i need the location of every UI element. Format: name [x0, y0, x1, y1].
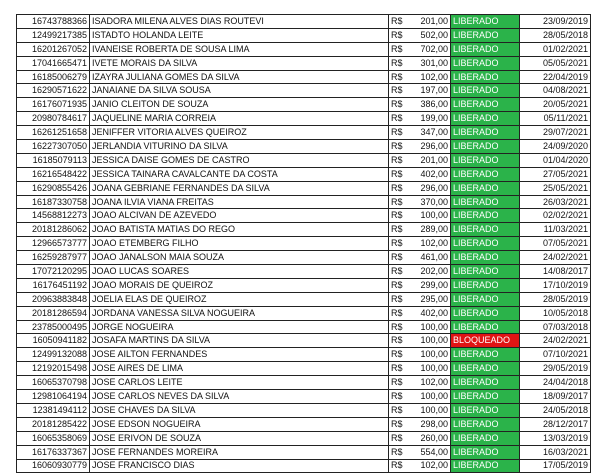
value-cell: 347,00 [407, 126, 451, 140]
value-cell: 199,00 [407, 112, 451, 126]
status-cell: LIBERADO [451, 445, 520, 459]
name-cell: JOSE ERIVON DE SOUZA [90, 431, 389, 445]
date-cell: 14/08/2017 [520, 265, 591, 279]
name-cell: JENIFFER VITORIA ALVES QUEIROZ [90, 126, 389, 140]
currency-cell: R$ [389, 278, 408, 292]
status-cell: LIBERADO [451, 417, 520, 431]
currency-cell: R$ [389, 181, 408, 195]
currency-cell: R$ [389, 209, 408, 223]
value-cell: 102,00 [407, 237, 451, 251]
table-row [17, 56, 591, 70]
id-cell: 20963883848 [17, 292, 90, 306]
status-cell: LIBERADO [451, 70, 520, 84]
value-cell: 295,00 [407, 292, 451, 306]
status-cell: LIBERADO [451, 56, 520, 70]
status-cell: LIBERADO [451, 98, 520, 112]
table-row [17, 417, 591, 431]
table-row [17, 28, 591, 42]
status-cell: LIBERADO [451, 153, 520, 167]
status-cell: LIBERADO [451, 126, 520, 140]
date-cell: 23/09/2019 [520, 15, 591, 29]
date-cell: 01/04/2020 [520, 153, 591, 167]
name-cell: JOANA GEBRIANE FERNANDES DA SILVA [90, 181, 389, 195]
name-cell: JOAO BATISTA MATIAS DO REGO [90, 223, 389, 237]
currency-cell: R$ [389, 445, 408, 459]
status-cell: LIBERADO [451, 28, 520, 42]
id-cell: 20181286062 [17, 223, 90, 237]
value-cell: 197,00 [407, 84, 451, 98]
table-row [17, 70, 591, 84]
status-cell: LIBERADO [451, 292, 520, 306]
table-row [17, 278, 591, 292]
table-row [17, 181, 591, 195]
value-cell: 402,00 [407, 306, 451, 320]
currency-cell: R$ [389, 140, 408, 154]
name-cell: JANIO CLEITON DE SOUZA [90, 98, 389, 112]
status-cell: LIBERADO [451, 195, 520, 209]
id-cell: 16216548422 [17, 167, 90, 181]
date-cell: 13/03/2019 [520, 431, 591, 445]
date-cell: 20/05/2021 [520, 98, 591, 112]
table-row [17, 403, 591, 417]
status-cell: LIBERADO [451, 265, 520, 279]
id-cell: 23785000495 [17, 320, 90, 334]
table-row [17, 292, 591, 306]
value-cell: 298,00 [407, 417, 451, 431]
name-cell: IVETE MORAIS DA SILVA [90, 56, 389, 70]
status-cell: LIBERADO [451, 112, 520, 126]
date-cell: 29/07/2021 [520, 126, 591, 140]
id-cell: 14568812273 [17, 209, 90, 223]
currency-cell: R$ [389, 223, 408, 237]
status-cell: LIBERADO [451, 403, 520, 417]
value-cell: 386,00 [407, 98, 451, 112]
currency-cell: R$ [389, 306, 408, 320]
id-cell: 16261251658 [17, 126, 90, 140]
status-cell: LIBERADO [451, 237, 520, 251]
table-row [17, 320, 591, 334]
currency-cell: R$ [389, 403, 408, 417]
status-cell: LIBERADO [451, 223, 520, 237]
name-cell: JOAO ETEMBERG FILHO [90, 237, 389, 251]
date-cell: 28/12/2017 [520, 417, 591, 431]
date-cell: 27/05/2021 [520, 167, 591, 181]
table-row [17, 153, 591, 167]
table-row [17, 376, 591, 390]
name-cell: IVANEISE ROBERTA DE SOUSA LIMA [90, 42, 389, 56]
currency-cell: R$ [389, 417, 408, 431]
value-cell: 554,00 [407, 445, 451, 459]
id-cell: 20980784617 [17, 112, 90, 126]
name-cell: JESSICA DAISE GOMES DE CASTRO [90, 153, 389, 167]
name-cell: JOSAFA MARTINS DA SILVA [90, 334, 389, 348]
date-cell: 28/05/2019 [520, 292, 591, 306]
id-cell: 16259287977 [17, 251, 90, 265]
id-cell: 16050941182 [17, 334, 90, 348]
date-cell: 07/10/2021 [520, 348, 591, 362]
id-cell: 16176451192 [17, 278, 90, 292]
currency-cell: R$ [389, 237, 408, 251]
id-cell: 17041665471 [17, 56, 90, 70]
date-cell: 05/11/2021 [520, 112, 591, 126]
table-row [17, 445, 591, 459]
id-cell: 16185079113 [17, 153, 90, 167]
value-cell: 201,00 [407, 15, 451, 29]
table-row [17, 362, 591, 376]
table-row [17, 140, 591, 154]
currency-cell: R$ [389, 195, 408, 209]
currency-cell: R$ [389, 320, 408, 334]
table-row [17, 265, 591, 279]
table-row [17, 112, 591, 126]
status-cell: LIBERADO [451, 140, 520, 154]
name-cell: JOSE AIRES DE LIMA [90, 362, 389, 376]
name-cell: ISTADTO HOLANDA LEITE [90, 28, 389, 42]
id-cell: 12192015498 [17, 362, 90, 376]
records-table [16, 14, 591, 473]
value-cell: 202,00 [407, 265, 451, 279]
name-cell: JANAIANE DA SILVA SOUSA [90, 84, 389, 98]
date-cell: 24/05/2018 [520, 403, 591, 417]
date-cell: 28/05/2018 [520, 28, 591, 42]
value-cell: 100,00 [407, 348, 451, 362]
status-cell: LIBERADO [451, 15, 520, 29]
table-body [17, 15, 591, 473]
date-cell: 25/05/2021 [520, 181, 591, 195]
name-cell: JORDANA VANESSA SILVA NOGUEIRA [90, 306, 389, 320]
name-cell: IZAYRA JULIANA GOMES DA SILVA [90, 70, 389, 84]
value-cell: 100,00 [407, 320, 451, 334]
currency-cell: R$ [389, 265, 408, 279]
currency-cell: R$ [389, 42, 408, 56]
status-cell: LIBERADO [451, 306, 520, 320]
date-cell: 24/02/2021 [520, 334, 591, 348]
status-cell: LIBERADO [451, 431, 520, 445]
id-cell: 16227307050 [17, 140, 90, 154]
currency-cell: R$ [389, 167, 408, 181]
value-cell: 100,00 [407, 390, 451, 404]
table-row [17, 348, 591, 362]
status-cell: LIBERADO [451, 362, 520, 376]
currency-cell: R$ [389, 334, 408, 348]
name-cell: JOSE CARLOS NEVES DA SILVA [90, 390, 389, 404]
value-cell: 370,00 [407, 195, 451, 209]
currency-cell: R$ [389, 292, 408, 306]
currency-cell: R$ [389, 153, 408, 167]
date-cell: 07/03/2018 [520, 320, 591, 334]
currency-cell: R$ [389, 431, 408, 445]
currency-cell: R$ [389, 15, 408, 29]
date-cell: 18/09/2017 [520, 390, 591, 404]
table-row [17, 251, 591, 265]
date-cell: 24/04/2018 [520, 376, 591, 390]
table-row [17, 390, 591, 404]
currency-cell: R$ [389, 251, 408, 265]
value-cell: 102,00 [407, 459, 451, 473]
name-cell: JOSE AILTON FERNANDES [90, 348, 389, 362]
table-row [17, 42, 591, 56]
status-cell: LIBERADO [451, 181, 520, 195]
name-cell: JOAO LUCAS SOARES [90, 265, 389, 279]
id-cell: 16176337367 [17, 445, 90, 459]
name-cell: JOSE CARLOS LEITE [90, 376, 389, 390]
status-cell: LIBERADO [451, 167, 520, 181]
currency-cell: R$ [389, 390, 408, 404]
date-cell: 17/10/2019 [520, 278, 591, 292]
value-cell: 100,00 [407, 403, 451, 417]
currency-cell: R$ [389, 28, 408, 42]
status-cell: LIBERADO [451, 320, 520, 334]
currency-cell: R$ [389, 84, 408, 98]
table-row [17, 15, 591, 29]
table-row [17, 223, 591, 237]
name-cell: JOAO MORAIS DE QUEIROZ [90, 278, 389, 292]
date-cell: 29/05/2019 [520, 362, 591, 376]
value-cell: 402,00 [407, 167, 451, 181]
table-row [17, 334, 591, 348]
value-cell: 289,00 [407, 223, 451, 237]
id-cell: 12499217385 [17, 28, 90, 42]
date-cell: 04/08/2021 [520, 84, 591, 98]
date-cell: 11/03/2021 [520, 223, 591, 237]
date-cell: 22/04/2019 [520, 70, 591, 84]
value-cell: 102,00 [407, 70, 451, 84]
date-cell: 07/05/2021 [520, 237, 591, 251]
status-cell: LIBERADO [451, 209, 520, 223]
value-cell: 201,00 [407, 153, 451, 167]
name-cell: JOAO JANALSON MAIA SOUZA [90, 251, 389, 265]
status-cell: LIBERADO [451, 348, 520, 362]
status-cell: LIBERADO [451, 84, 520, 98]
date-cell: 26/03/2021 [520, 195, 591, 209]
value-cell: 260,00 [407, 431, 451, 445]
id-cell: 12381494112 [17, 403, 90, 417]
id-cell: 16065358069 [17, 431, 90, 445]
id-cell: 16187330758 [17, 195, 90, 209]
value-cell: 296,00 [407, 181, 451, 195]
currency-cell: R$ [389, 459, 408, 473]
id-cell: 17072120295 [17, 265, 90, 279]
name-cell: JESSICA TAINARA CAVALCANTE DA COSTA [90, 167, 389, 181]
table-row [17, 209, 591, 223]
id-cell: 12981064194 [17, 390, 90, 404]
name-cell: JOSE EDSON NOGUEIRA [90, 417, 389, 431]
id-cell: 20181286594 [17, 306, 90, 320]
value-cell: 100,00 [407, 334, 451, 348]
date-cell: 17/05/2019 [520, 459, 591, 473]
value-cell: 502,00 [407, 28, 451, 42]
table-row [17, 98, 591, 112]
id-cell: 16290855426 [17, 181, 90, 195]
table-row [17, 431, 591, 445]
id-cell: 20181285422 [17, 417, 90, 431]
name-cell: JOSE CHAVES DA SILVA [90, 403, 389, 417]
id-cell: 16060930779 [17, 459, 90, 473]
status-cell: LIBERADO [451, 390, 520, 404]
currency-cell: R$ [389, 376, 408, 390]
id-cell: 16290571622 [17, 84, 90, 98]
name-cell: JAQUELINE MARIA CORREIA [90, 112, 389, 126]
id-cell: 16176071935 [17, 98, 90, 112]
value-cell: 461,00 [407, 251, 451, 265]
name-cell: JOAO ALCIVAN DE AZEVEDO [90, 209, 389, 223]
value-cell: 299,00 [407, 278, 451, 292]
currency-cell: R$ [389, 112, 408, 126]
currency-cell: R$ [389, 126, 408, 140]
date-cell: 05/05/2021 [520, 56, 591, 70]
table-row [17, 459, 591, 473]
status-cell: LIBERADO [451, 42, 520, 56]
date-cell: 24/09/2020 [520, 140, 591, 154]
date-cell: 16/03/2021 [520, 445, 591, 459]
status-cell: BLOQUEADO [451, 334, 520, 348]
table-row [17, 84, 591, 98]
table-row [17, 237, 591, 251]
table-row [17, 306, 591, 320]
name-cell: JERLANDIA VITURINO DA SILVA [90, 140, 389, 154]
value-cell: 100,00 [407, 209, 451, 223]
id-cell: 16065370798 [17, 376, 90, 390]
currency-cell: R$ [389, 362, 408, 376]
value-cell: 102,00 [407, 376, 451, 390]
status-cell: LIBERADO [451, 376, 520, 390]
status-cell: LIBERADO [451, 278, 520, 292]
table-row [17, 167, 591, 181]
id-cell: 12966573777 [17, 237, 90, 251]
value-cell: 100,00 [407, 362, 451, 376]
name-cell: JOELIA ELAS DE QUEIROZ [90, 292, 389, 306]
status-cell: LIBERADO [451, 459, 520, 473]
name-cell: JOSE FERNANDES MOREIRA [90, 445, 389, 459]
name-cell: JORGE NOGUEIRA [90, 320, 389, 334]
id-cell: 16743788366 [17, 15, 90, 29]
value-cell: 702,00 [407, 42, 451, 56]
table-row [17, 126, 591, 140]
id-cell: 16201267052 [17, 42, 90, 56]
currency-cell: R$ [389, 348, 408, 362]
id-cell: 16185006279 [17, 70, 90, 84]
currency-cell: R$ [389, 70, 408, 84]
name-cell: JOANA ILVIA VIANA FREITAS [90, 195, 389, 209]
name-cell: ISADORA MILENA ALVES DIAS ROUTEVI [90, 15, 389, 29]
currency-cell: R$ [389, 56, 408, 70]
date-cell: 10/05/2018 [520, 306, 591, 320]
value-cell: 296,00 [407, 140, 451, 154]
value-cell: 301,00 [407, 56, 451, 70]
id-cell: 12499132088 [17, 348, 90, 362]
name-cell: JOSE FRANCISCO DIAS [90, 459, 389, 473]
table-row [17, 195, 591, 209]
date-cell: 02/02/2021 [520, 209, 591, 223]
date-cell: 24/02/2021 [520, 251, 591, 265]
currency-cell: R$ [389, 98, 408, 112]
status-cell: LIBERADO [451, 251, 520, 265]
date-cell: 01/02/2021 [520, 42, 591, 56]
